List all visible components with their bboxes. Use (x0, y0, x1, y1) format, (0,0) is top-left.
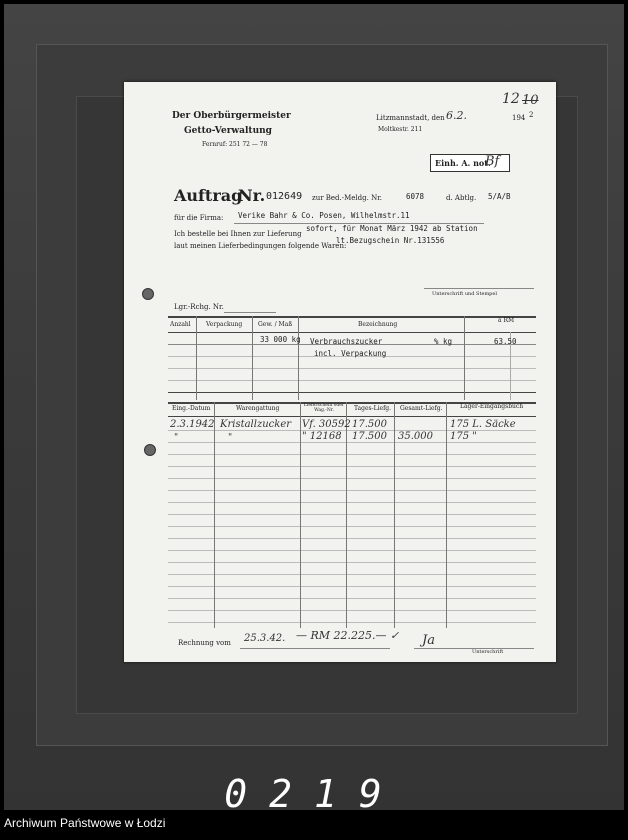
receipt-header-date: Eing.-Datum (172, 405, 211, 412)
goods-weight: 33 000 kg (260, 335, 301, 344)
receipt-row-1-waybill: Vf. 30592 (302, 419, 351, 430)
order-number: 012649 (266, 191, 303, 202)
receipt-row-1-daily: 17.500 (352, 419, 387, 430)
invoice-amount: — RM 22.225.— ✓ (296, 629, 400, 642)
order-line-label: Ich bestelle bei Ihnen zur Lieferung (174, 230, 302, 238)
footer-signature-caption: Unterschrift (472, 649, 504, 655)
receipt-row-1-goods: Kristallzucker (220, 419, 292, 430)
receipt-row-2-date: " (174, 433, 179, 443)
phone-line: Fernruf: 251 72 — 78 (202, 141, 268, 148)
org-line-1: Der Oberbürgermeister (172, 111, 291, 121)
receipt-row-2-total: 35.000 (398, 431, 433, 442)
handwritten-number: 12 (502, 91, 520, 107)
receipt-row-2-waybill: " 12168 (302, 431, 342, 442)
initials: Ja (422, 633, 435, 648)
receipt-header-waybill: Lieferschein oder Wag.-Nr. (303, 403, 345, 413)
goods-description-1: Verbrauchszucker (310, 337, 383, 346)
lgr-label: Lgr.-Rchg. Nr. (174, 303, 224, 311)
abtlg-label: d. Abtlg. (446, 194, 477, 202)
goods-unit: % kg (434, 337, 453, 346)
conditions-value: lt.Bezugschein Nr.131556 (336, 236, 445, 245)
registry-stamp (430, 154, 510, 172)
goods-header-packaging: Verpackung (206, 321, 243, 328)
address-line: Moltkestr. 211 (378, 126, 423, 133)
stamp-value: Bf (485, 154, 500, 169)
signature-line (424, 288, 534, 289)
place-date-prefix: Litzmannstadt, den (376, 114, 445, 122)
lgr-underline (224, 312, 276, 313)
invoice-label: Rechnung vom (178, 639, 231, 647)
firm-value: Verike Bahr & Co. Posen, Wilhelmstr.11 (238, 211, 410, 220)
org-line-2: Getto-Verwaltung (184, 126, 272, 136)
receipt-row-1-book: 175 L. Säcke (450, 419, 516, 430)
stamp-label: Einh. A. not. (435, 158, 491, 168)
order-line-value: sofort, für Monat März 1942 ab Station (306, 224, 478, 233)
abtlg-value: 5/A/B (488, 192, 511, 201)
punch-hole-top (142, 288, 154, 300)
conditions-label: laut meinen Lieferbedingungen folgende Waren: (174, 242, 347, 250)
order-title: Auftrag (174, 186, 243, 205)
receipt-row-1-date: 2.3.1942 (170, 419, 215, 430)
date-value: 6.2. (446, 109, 467, 122)
goods-header-description: Bezeichnung (358, 321, 398, 328)
receipt-header-book: Lager-Eingangsbuch (460, 403, 524, 410)
page-number: 0219 (224, 772, 404, 816)
order-nr-label: Nr. (238, 186, 266, 205)
invoice-underline (240, 648, 390, 649)
year-suffix: 2 (529, 111, 534, 119)
goods-table (168, 316, 536, 400)
receipt-header-total: Gesamt-Liefg. (400, 405, 443, 412)
punch-hole-bottom (144, 444, 156, 456)
receipt-header-goods: Warengattung (236, 405, 280, 412)
receipt-table (168, 402, 536, 628)
receipt-row-2-daily: 17.500 (352, 431, 387, 442)
archive-name: Archiwum Państwowe w Łodzi (4, 816, 166, 830)
receipt-header-daily: Tages-Liefg. (354, 405, 392, 412)
goods-description-2: incl. Verpackung (314, 349, 387, 358)
receipt-row-2-book: 175 " (450, 431, 477, 442)
bed-label: zur Bed.-Meldg. Nr. (312, 194, 383, 202)
goods-header-weight: Gew. / Maß (258, 321, 293, 328)
bed-value: 6078 (406, 192, 425, 201)
goods-header-quantity: Anzahl (170, 321, 191, 328)
signature-caption: Unterschrift und Stempel (432, 291, 497, 297)
firm-label: für die Firma: (174, 214, 224, 222)
receipt-row-2-goods: " (228, 433, 233, 443)
order-document (124, 82, 556, 662)
goods-price: 63.50 (494, 337, 517, 346)
handwritten-struck-number: 10 (522, 93, 539, 108)
year-prefix: 194 (512, 114, 526, 122)
goods-header-price: à RM (498, 317, 515, 324)
invoice-date: 25.3.42. (244, 633, 286, 644)
